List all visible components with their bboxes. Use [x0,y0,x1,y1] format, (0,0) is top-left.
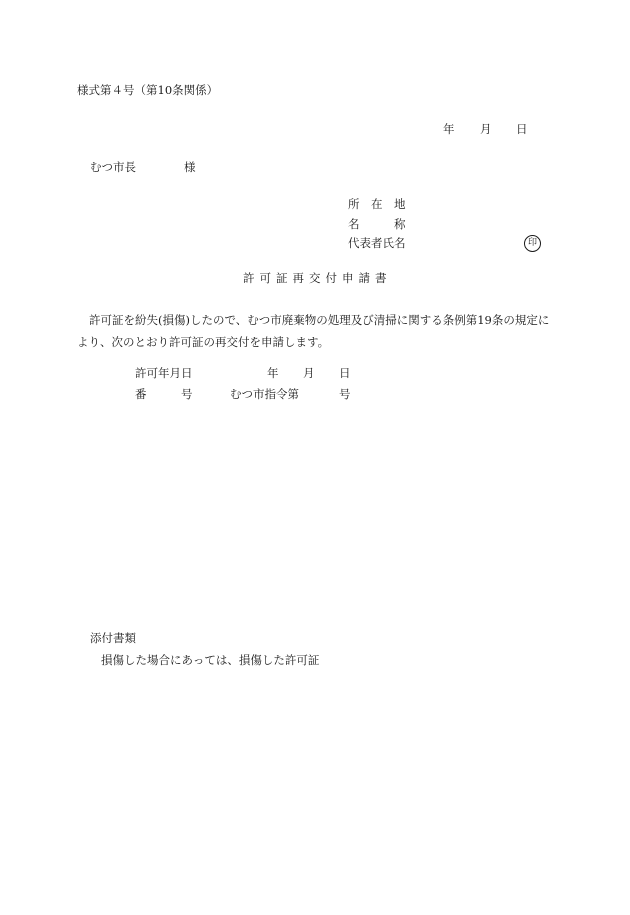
permit-date-day: 日 [339,366,351,380]
applicant-representative-label: 代表者氏名 [348,236,406,250]
applicant-location-label: 所 在 地 [348,197,406,211]
attachments-heading: 添付書類 [90,631,136,645]
form-number: 様式第４号（第10条関係） [77,83,219,97]
permit-date-year: 年 [267,366,279,380]
permit-date-month: 月 [303,366,315,380]
permit-date-label: 許可年月日 [135,366,193,380]
permit-number-suffix: 号 [339,387,351,401]
permit-number-label: 番 号 [135,387,193,401]
body-paragraph: 許可証を紛失(損傷)したので、むつ市廃棄物の処理及び清掃に関する条例第19条の規定により、次のとおり許可証の再交付を申請します。 [77,313,550,349]
document-title: 許可証再交付申請書 [243,271,392,285]
seal-mark: 印 [524,235,541,252]
addressee-honorific: 様 [184,160,196,174]
date-month-label: 月 [480,122,492,136]
date-day-label: 日 [516,122,528,136]
attachments-item: 損傷した場合にあっては、損傷した許可証 [101,653,320,667]
addressee-name: むつ市長 [90,160,136,174]
applicant-name-label: 名 称 [348,217,406,231]
date-year-label: 年 [443,122,455,136]
permit-number-prefix: むつ市指令第 [230,387,299,401]
